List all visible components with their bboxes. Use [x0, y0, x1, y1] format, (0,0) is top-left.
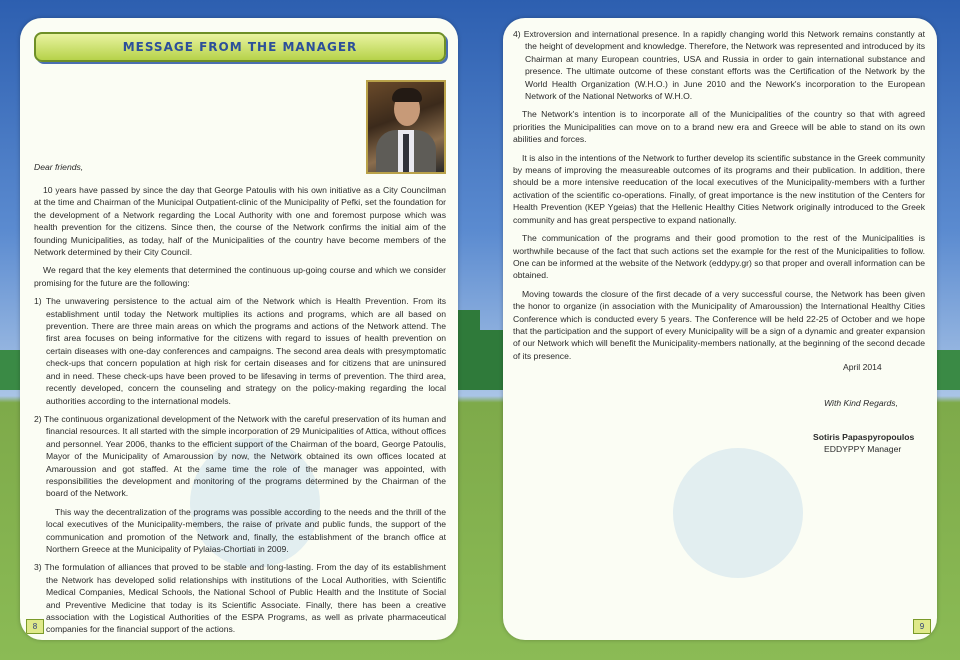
page-title: MESSAGE FROM THE MANAGER: [34, 32, 446, 62]
paragraph: This way the decentralization of the programs was possible according to the needs and the thrill of the local executives of the Municipality-members, the raise of private and public funds, the support of the communication and promotion of the Network and, finally, the establishment of the branch office at Northern Greece at the Municipality of Pylaias-Chortiati in 2009.: [46, 506, 446, 554]
list-item: 4) Extroversion and international presence. In a rapidly changing world this Network remains constantly at the height of development and knowledge. Therefore, the Network was represented and introduced by its Chairman at many European countries, USA and Russia in order to gain international substance and presence. The ultimate outcome of these constant efforts was the Certification of the Network by the World Health Organization (W.H.O.) in June 2010 and the Nework's incorporation to the European Network of the National Networks of W.H.O.: [513, 29, 925, 102]
paragraph: The Network's intention is to incorporate all of the Municipalities of the country so that with agreed priorities the Municipalities can move on to a brand new era and Greece will be able to stand on its own abilities and forces.: [513, 109, 925, 145]
right-page: [503, 18, 937, 640]
list-item: 2) The continuous organizational development of the Network with the careful preservation of its human and financial resources. It all started with the simple incorporation of 29 Municipalities of Attica, without offices and personnel. Year 2006, thanks to the efficient support of the Chairman of the board, George Patoulis, Mayor of the Municipality of Amaroussion by now, the Network obtained its own offices located at Amaroussion and got staffed. At the same time the role of the manager was appointed, with responsibilities the development and monitoring of the programs determined by the Chairman of the board of the Network.: [34, 413, 446, 499]
page-number: 9: [913, 619, 931, 634]
paragraph: It is also in the intentions of the Network to further develop its scientific substance in the Greek community by means of improving the measureable outcomes of its programs and their publication. In addition, there should be a more intensive reeducation of the local executives of the Municipality-members with a further activation of the scientific co-operations. Finally, of great importance is the new institution of the Centers for Health Prevention (KEP Ygeias) that the Hellenic Healthy Cities Network originally introduced to the Greek community and has great perspective to expand nationally.: [513, 152, 925, 225]
date: April 2014: [843, 362, 882, 372]
signer-name: Sotiris Papaspyropoulos: [813, 432, 915, 442]
closing: With Kind Regards,: [824, 398, 898, 408]
page-number: 8: [26, 619, 44, 634]
manager-photo: [366, 80, 446, 174]
watermark-logo: [673, 448, 803, 578]
paragraph: 10 years have passed by since the day that George Patoulis with his own initiative as a City Councilman at the time and Chairman of the Municipal Outpatient-clinic of the Municipality of Pefki, set the foundation for the development of a Network regarding the Local Authority with one and foremost purpose which was health prevention for the citizens. Since then, the course of the Network confirms the initial aim of the founding Municipalities, as today, half of the Municipalities of the country have become members of the Network determined by their City Council.: [34, 185, 446, 258]
left-body: [34, 184, 446, 640]
list-item: 3) The formulation of alliances that proved to be stable and long-lasting. From the day of its establishment the Network has developed solid relationships with institutions of the Local Authorities, with Scientific Medical Companies, Medical Schools, the National School of Public Health and the Institute of Social and Preventive Medicine that today is its Scientific Associate. Finally, there has been a creative association with the Logistical Authorities of the ESPA Programs, as well as private pharmaceutical companies for the financial support of the actions.: [34, 562, 446, 635]
right-body: [513, 28, 925, 368]
signer-title: EDDYPPY Manager: [824, 444, 902, 454]
left-page: [20, 18, 458, 640]
paragraph: Moving towards the closure of the first decade of a very successful course, the Network has been given the honor to organize (in association with the Municipality of Amaroussion) the International Healthy Cities Conference which is conducted every 5 years. The Conference will be held 22-25 of October and we hope that the participation and the support of every Municipality will be a sign of a dynamic and greater expansion of our Network which will benefit the Municipality-members nationally, at the beginning of the second decade of its presence.: [513, 288, 925, 361]
greeting: Dear friends,: [34, 162, 84, 172]
list-item: 1) The unwavering persistence to the actual aim of the Network which is Health Prevention. From its establishment until today the Network multiplies its actions and programs, which are all based on prevention. There are three main areas on which the programs and actions of the Network attend. The first area focuses on being informative for the citizens with regard to issues of health prevention on certain diseases with one-day conferences and campaigns. The second area deals with presymptomatic check-ups that concern population at high risk for certain diseases and for citizens that are uninsured and in need. These check-ups have been proved to be lifesaving in terms of prevention. The third area, recently developed, concern the counseling and strategy on the policy-making regarding the local authorities according to the international models.: [34, 296, 446, 406]
paragraph: We regard that the key elements that determined the continuous up-going course and which we consider promising for the future are the following:: [34, 265, 446, 288]
paragraph: The communication of the programs and their good promotion to the rest of the Municipalities is worthwhile because of the fact that such actions set the example for the rest of the Municipalities to follow. One can be informed at the website of the Network (eddypy.gr) so that proper and overall information can be obtained.: [513, 233, 925, 281]
